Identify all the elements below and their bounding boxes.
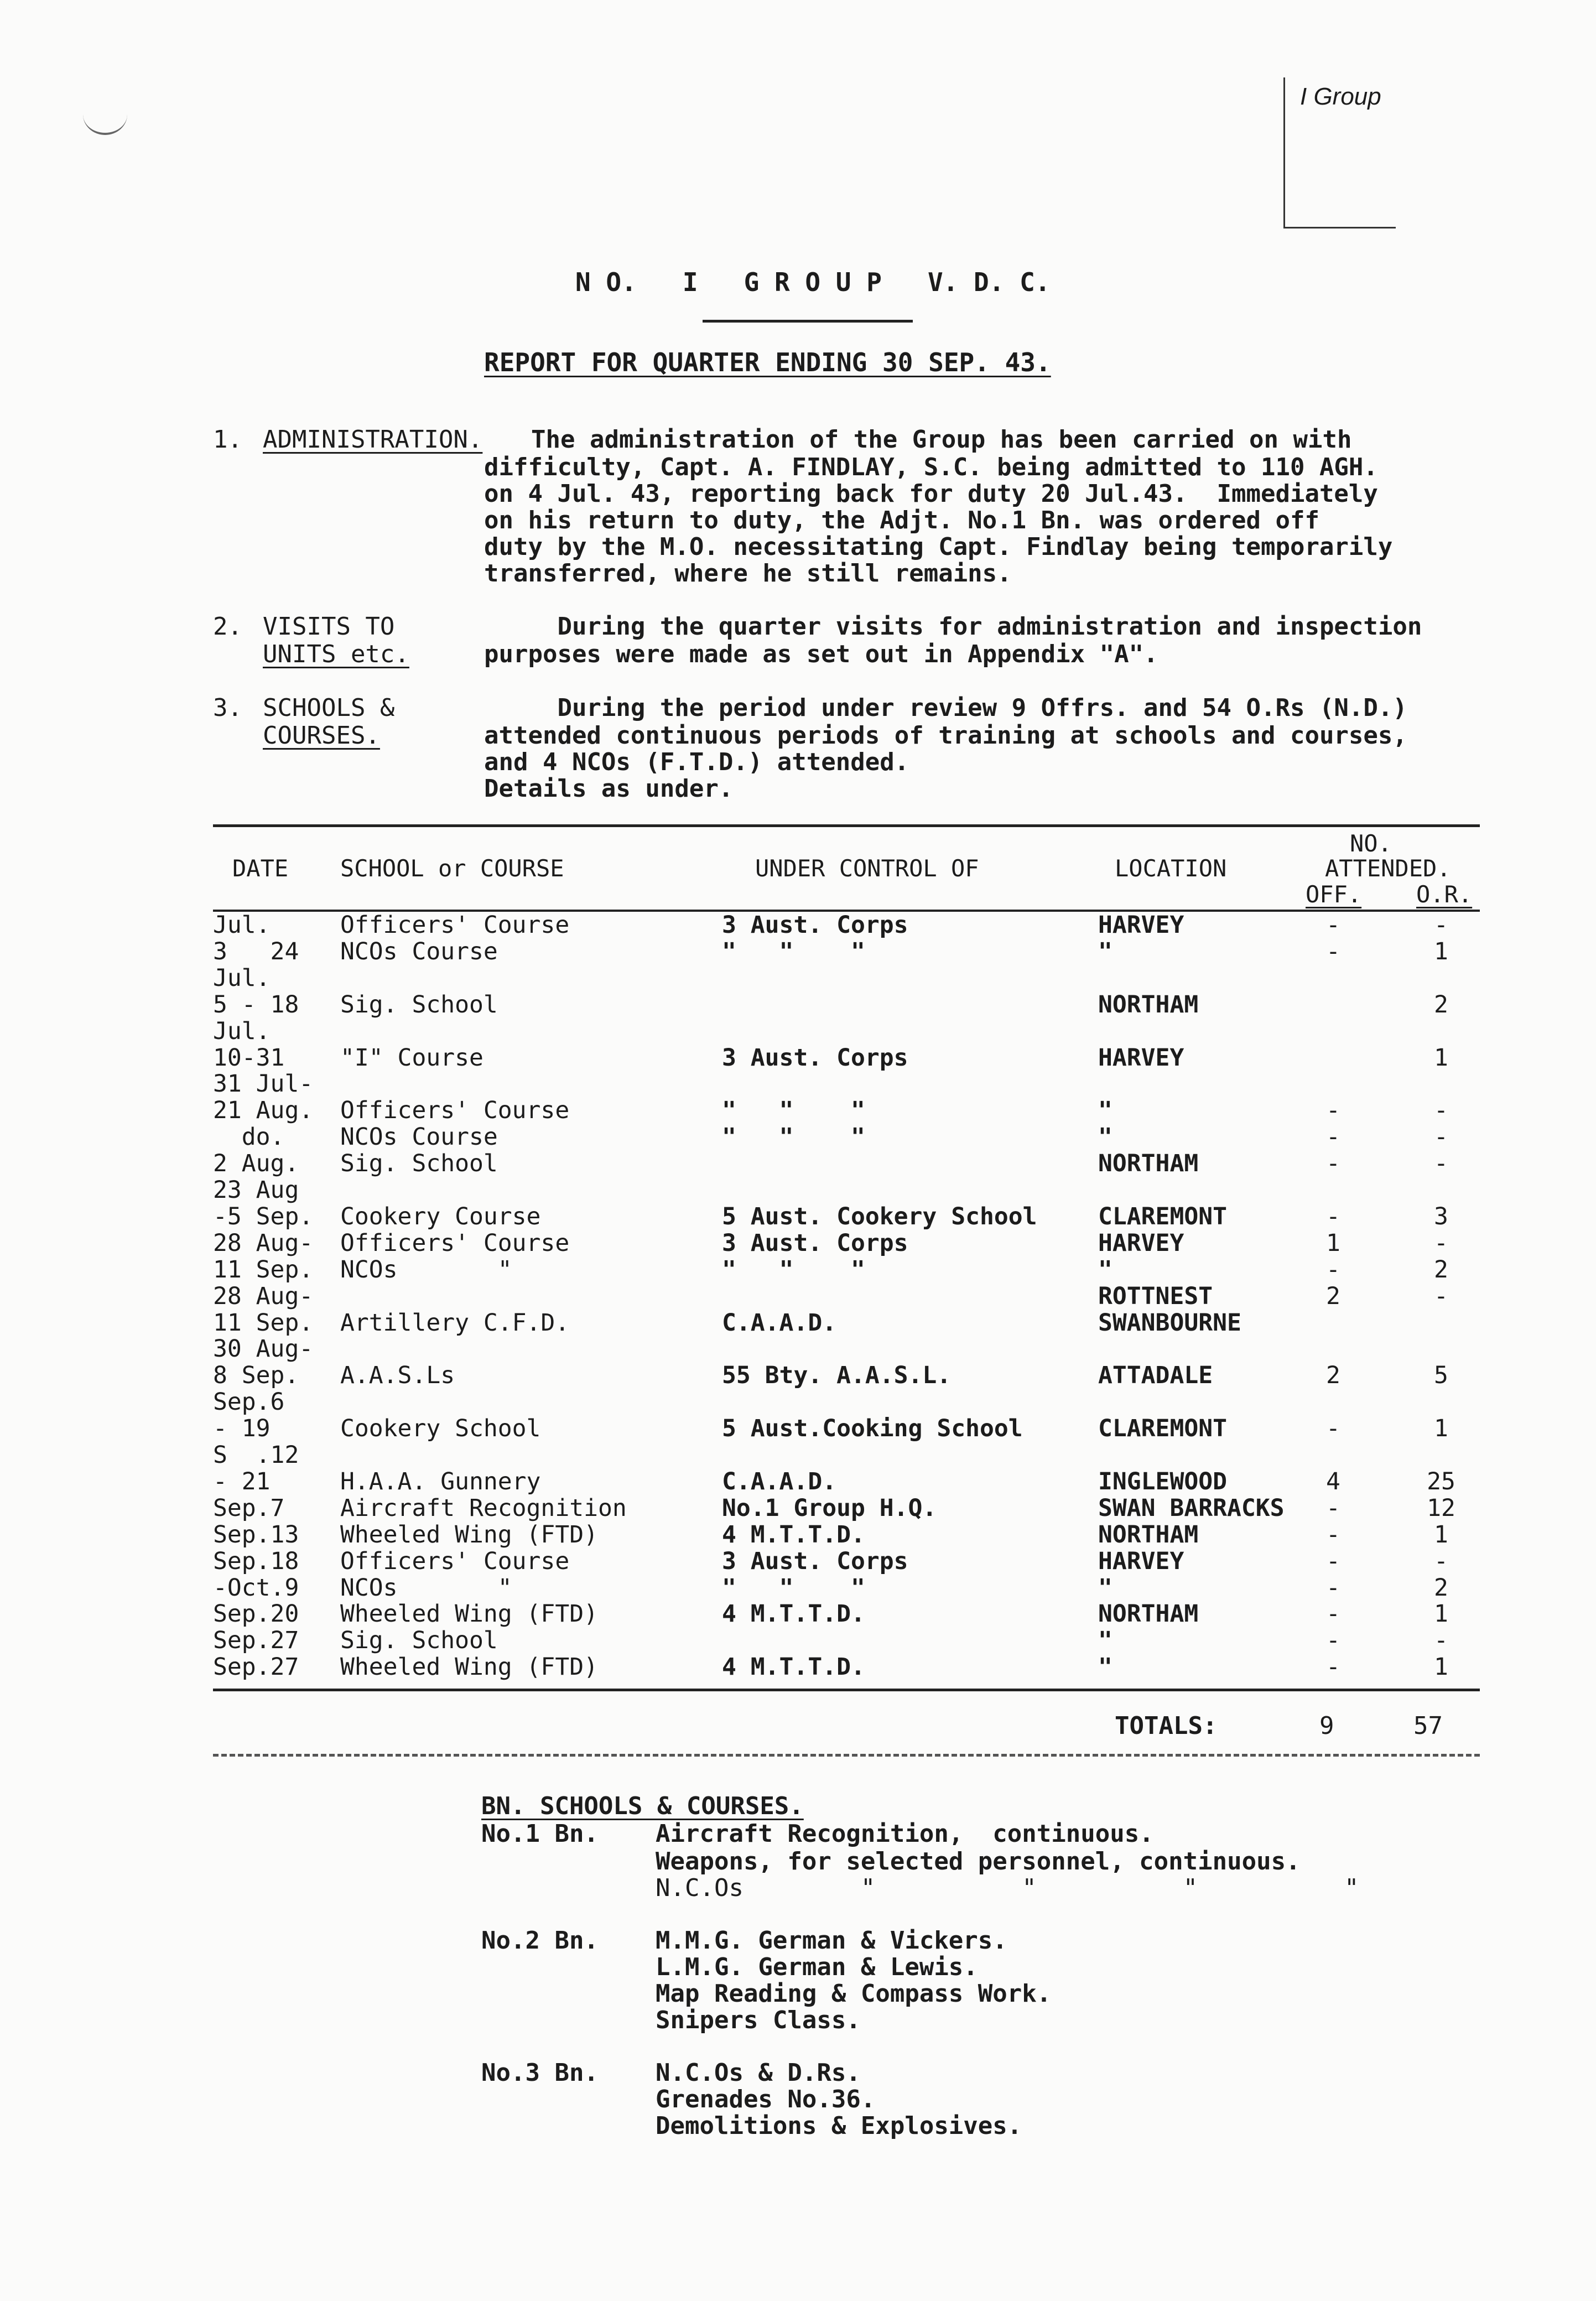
table-row <box>0 912 1596 938</box>
document-title: N O. I G R O U P V. D. C. <box>575 267 1051 297</box>
off-cell: - <box>1326 1600 1340 1628</box>
header-school: SCHOOL or COURSE <box>340 855 564 882</box>
off-cell: 4 <box>1326 1467 1340 1495</box>
school-cell: Officers' Course <box>340 911 570 939</box>
school-cell: Sig. School <box>340 1627 498 1655</box>
date-cell: -Oct.9 <box>213 1573 299 1602</box>
section-2-line: purposes were made as set out in Appendix "A". <box>484 640 1158 668</box>
date-cell: 28 Aug- <box>213 1282 314 1310</box>
or-cell: 2 <box>1434 1573 1448 1602</box>
off-cell: 1 <box>1326 1229 1340 1257</box>
section-1-line: The administration of the Group has been carried on with <box>531 425 1352 454</box>
control-cell: 4 M.T.T.D. <box>722 1600 865 1628</box>
school-cell: Officers' Course <box>340 1229 570 1257</box>
school-cell: Wheeled Wing (FTD) <box>340 1653 598 1681</box>
location-cell: SWANBOURNE <box>1098 1308 1241 1337</box>
control-cell: 4 M.T.T.D. <box>722 1520 865 1549</box>
or-cell: - <box>1434 911 1448 939</box>
totals-or: 57 <box>1413 1712 1443 1740</box>
or-cell: 1 <box>1434 1600 1448 1628</box>
date-cell: Sep.13 <box>213 1520 299 1549</box>
control-cell: 3 Aust. Corps <box>722 911 908 939</box>
date-cell: Sep.20 <box>213 1600 299 1628</box>
control-cell: C.A.A.D. <box>722 1467 837 1495</box>
bn-3-item: Grenades No.36. <box>656 2085 876 2113</box>
table-row <box>0 1521 1596 1548</box>
or-cell: 2 <box>1434 1255 1448 1284</box>
title-divider <box>703 320 913 323</box>
off-cell: - <box>1326 1573 1340 1602</box>
or-cell: - <box>1434 1282 1448 1310</box>
school-cell: Wheeled Wing (FTD) <box>340 1520 598 1549</box>
date-cell: Jul. <box>213 964 271 992</box>
off-cell: - <box>1326 1097 1340 1125</box>
location-cell: ATTADALE <box>1098 1362 1213 1390</box>
control-cell: 55 Bty. A.A.S.L. <box>722 1362 952 1390</box>
control-cell: " " " <box>722 1573 865 1602</box>
location-cell: HARVEY <box>1098 1043 1184 1072</box>
bn-1-item: Weapons, for selected personnel, continuous. <box>656 1847 1301 1876</box>
section-3-heading: COURSES. <box>263 721 380 750</box>
or-cell: 12 <box>1427 1494 1455 1522</box>
date-cell: 31 Jul- <box>213 1070 314 1098</box>
location-cell: NORTHAM <box>1098 1150 1199 1178</box>
table-row <box>0 1495 1596 1521</box>
section-3-line: and 4 NCOs (F.T.D.) attended. <box>484 748 909 776</box>
table-row <box>0 1124 1596 1150</box>
table-row <box>0 1071 1596 1097</box>
header-off: OFF. <box>1306 881 1362 908</box>
location-cell: INGLEWOOD <box>1098 1467 1227 1495</box>
control-cell: " " " <box>722 1255 865 1284</box>
bn-2-item: M.M.G. German & Vickers. <box>656 1926 1007 1955</box>
off-cell: - <box>1326 1123 1340 1151</box>
date-cell: 10-31 <box>213 1043 285 1072</box>
location-cell: HARVEY <box>1098 911 1184 939</box>
date-cell: do. <box>213 1123 285 1151</box>
section-3-line: Details as under. <box>484 775 734 803</box>
off-cell: - <box>1326 1547 1340 1575</box>
section-2-number: 2. <box>213 612 242 641</box>
date-cell: 3 24 <box>213 937 299 965</box>
control-cell: 5 Aust. Cookery School <box>722 1202 1037 1230</box>
table-row <box>0 1018 1596 1045</box>
school-cell: Cookery Course <box>340 1202 541 1230</box>
or-cell: 1 <box>1434 937 1448 965</box>
school-cell: Officers' Course <box>340 1097 570 1125</box>
section-1-line: transferred, where he still remains. <box>484 559 1012 588</box>
or-cell: 25 <box>1427 1467 1455 1495</box>
date-cell: 2 Aug. <box>213 1150 299 1178</box>
date-cell: 8 Sep. <box>213 1362 299 1390</box>
table-row <box>0 1336 1596 1362</box>
header-control: UNDER CONTROL OF <box>755 855 979 882</box>
header-location: LOCATION <box>1115 855 1227 882</box>
section-1-line: on his return to duty, the Adjt. No.1 Bn. was ordered off <box>484 506 1319 534</box>
section-1-line: duty by the M.O. necessitating Capt. Findlay being temporarily <box>484 533 1393 561</box>
control-cell: " " " <box>722 1123 865 1151</box>
table-row <box>0 1177 1596 1203</box>
table-row <box>0 1283 1596 1310</box>
school-cell: A.A.S.Ls <box>340 1362 455 1390</box>
section-3-heading: SCHOOLS & <box>263 694 395 722</box>
off-cell: - <box>1326 911 1340 939</box>
location-cell: " <box>1098 1255 1112 1284</box>
date-cell: - 21 <box>213 1467 271 1495</box>
header-or: O.R. <box>1416 881 1473 908</box>
location-cell: " <box>1098 1573 1112 1602</box>
bn-2-item: Snipers Class. <box>656 2006 861 2034</box>
control-cell: 4 M.T.T.D. <box>722 1653 865 1681</box>
section-1-line: difficulty, Capt. A. FINDLAY, S.C. being admitted to 110 AGH. <box>484 453 1378 481</box>
school-cell: Sig. School <box>340 990 498 1019</box>
table-row <box>0 1442 1596 1468</box>
report-subtitle: REPORT FOR QUARTER ENDING 30 SEP. 43. <box>484 347 1051 377</box>
or-cell: 1 <box>1434 1043 1448 1072</box>
date-cell: S .12 <box>213 1441 299 1469</box>
or-cell: 1 <box>1434 1415 1448 1443</box>
control-cell: No.1 Group H.Q. <box>722 1494 937 1522</box>
bn-3-item: N.C.Os & D.Rs. <box>656 2059 861 2087</box>
date-cell: -5 Sep. <box>213 1202 314 1230</box>
school-cell: NCOs Course <box>340 1123 498 1151</box>
date-cell: 21 Aug. <box>213 1097 314 1125</box>
bn-2-label: No.2 Bn. <box>481 1926 599 1955</box>
or-cell: 1 <box>1434 1520 1448 1549</box>
bn-1-item: N.C.Os " " " " <box>656 1874 1359 1902</box>
date-cell: Jul. <box>213 911 271 939</box>
section-1-heading: ADMINISTRATION. <box>263 425 483 454</box>
table-row <box>0 1601 1596 1627</box>
bn-schools-heading: BN. SCHOOLS & COURSES. <box>481 1792 804 1820</box>
location-cell: HARVEY <box>1098 1547 1184 1575</box>
school-cell: Officers' Course <box>340 1547 570 1575</box>
header-no: NO. <box>1350 830 1392 857</box>
date-cell: 11 Sep. <box>213 1308 314 1337</box>
bn-3-label: No.3 Bn. <box>481 2059 599 2087</box>
location-cell: NORTHAM <box>1098 990 1199 1019</box>
control-cell: 3 Aust. Corps <box>722 1547 908 1575</box>
table-row <box>0 1548 1596 1575</box>
location-cell: CLAREMONT <box>1098 1202 1227 1230</box>
date-cell: 30 Aug- <box>213 1335 314 1363</box>
section-2-heading: UNITS etc. <box>263 640 409 668</box>
bn-2-item: Map Reading & Compass Work. <box>656 1980 1052 2008</box>
school-cell: Aircraft Recognition <box>340 1494 627 1522</box>
table-row <box>0 1310 1596 1336</box>
location-cell: HARVEY <box>1098 1229 1184 1257</box>
date-cell: Sep.6 <box>213 1388 285 1416</box>
location-cell: NORTHAM <box>1098 1520 1199 1549</box>
table-row <box>0 1575 1596 1601</box>
location-cell: NORTHAM <box>1098 1600 1199 1628</box>
totals-off: 9 <box>1319 1712 1334 1740</box>
date-cell: - 19 <box>213 1415 271 1443</box>
table-row <box>0 1097 1596 1124</box>
or-cell: - <box>1434 1547 1448 1575</box>
off-cell: - <box>1326 1494 1340 1522</box>
header-attended: ATTENDED. <box>1325 855 1451 882</box>
date-cell: Sep.27 <box>213 1653 299 1681</box>
off-cell: 2 <box>1326 1282 1340 1310</box>
location-cell: " <box>1098 1123 1112 1151</box>
location-cell: SWAN BARRACKS <box>1098 1494 1285 1522</box>
or-cell: 1 <box>1434 1653 1448 1681</box>
table-bottom-rule <box>213 1689 1480 1691</box>
table-row <box>0 1627 1596 1654</box>
or-cell: 5 <box>1434 1362 1448 1390</box>
or-cell: - <box>1434 1097 1448 1125</box>
control-cell: 3 Aust. Corps <box>722 1229 908 1257</box>
control-cell: 3 Aust. Corps <box>722 1043 908 1072</box>
location-cell: CLAREMONT <box>1098 1415 1227 1443</box>
off-cell: - <box>1326 1520 1340 1549</box>
location-cell: ROTTNEST <box>1098 1282 1213 1310</box>
or-cell: - <box>1434 1229 1448 1257</box>
date-cell: Jul. <box>213 1017 271 1045</box>
school-cell: "I" Course <box>340 1043 484 1072</box>
punch-hole-mark <box>83 94 127 135</box>
table-row <box>0 1045 1596 1071</box>
corner-stamp-label: I Group <box>1300 83 1381 110</box>
header-date: DATE <box>232 855 289 882</box>
table-row <box>0 938 1596 965</box>
off-cell: - <box>1326 1202 1340 1230</box>
table-row <box>0 1468 1596 1495</box>
section-3-line: attended continuous periods of training at schools and courses, <box>484 721 1407 750</box>
school-cell: NCOs " <box>340 1573 512 1602</box>
date-cell: 23 Aug <box>213 1176 299 1204</box>
school-cell: H.A.A. Gunnery <box>340 1467 541 1495</box>
off-cell: - <box>1326 1627 1340 1655</box>
table-row <box>0 965 1596 991</box>
table-row <box>0 1203 1596 1230</box>
off-cell: - <box>1326 1415 1340 1443</box>
section-1-number: 1. <box>213 425 242 454</box>
location-cell: " <box>1098 1653 1112 1681</box>
control-cell: 5 Aust.Cooking School <box>722 1415 1023 1443</box>
table-row <box>0 1256 1596 1283</box>
or-cell: 3 <box>1434 1202 1448 1230</box>
date-cell: 5 - 18 <box>213 990 299 1019</box>
control-cell: " " " <box>722 937 865 965</box>
table-row <box>0 1150 1596 1177</box>
school-cell: Artillery C.F.D. <box>340 1308 570 1337</box>
section-3-number: 3. <box>213 694 242 722</box>
bn-2-item: L.M.G. German & Lewis. <box>656 1953 978 1981</box>
or-cell: - <box>1434 1150 1448 1178</box>
section-2-heading: VISITS TO <box>263 612 395 641</box>
section-3-line: During the period under review 9 Offrs. and 54 O.Rs (N.D.) <box>484 694 1407 722</box>
table-top-rule <box>213 824 1480 827</box>
school-cell: NCOs Course <box>340 937 498 965</box>
bn-1-label: No.1 Bn. <box>481 1820 599 1848</box>
bn-1-item: Aircraft Recognition, continuous. <box>656 1820 1154 1848</box>
school-cell: NCOs " <box>340 1255 512 1284</box>
off-cell: - <box>1326 1653 1340 1681</box>
school-cell: Wheeled Wing (FTD) <box>340 1600 598 1628</box>
date-cell: Sep.7 <box>213 1494 285 1522</box>
location-cell: " <box>1098 1097 1112 1125</box>
off-cell: - <box>1326 1255 1340 1284</box>
table-row <box>0 1654 1596 1680</box>
table-row <box>0 1230 1596 1256</box>
table-row <box>0 1362 1596 1389</box>
location-cell: " <box>1098 937 1112 965</box>
section-2-line: During the quarter visits for administration and inspection <box>484 612 1422 641</box>
date-cell: 28 Aug- <box>213 1229 314 1257</box>
off-cell: - <box>1326 1150 1340 1178</box>
table-row <box>0 1415 1596 1442</box>
date-cell: Sep.27 <box>213 1627 299 1655</box>
or-cell: - <box>1434 1627 1448 1655</box>
table-row <box>0 1389 1596 1415</box>
section-1-line: on 4 Jul. 43, reporting back for duty 20 Jul.43. Immediately <box>484 480 1378 508</box>
school-cell: Sig. School <box>340 1150 498 1178</box>
location-cell: " <box>1098 1627 1112 1655</box>
bn-3-item: Demolitions & Explosives. <box>656 2112 1022 2140</box>
control-cell: " " " <box>722 1097 865 1125</box>
totals-label: TOTALS: <box>1115 1712 1218 1740</box>
date-cell: 11 Sep. <box>213 1255 314 1284</box>
date-cell: Sep.18 <box>213 1547 299 1575</box>
off-cell: 2 <box>1326 1362 1340 1390</box>
or-cell: 2 <box>1434 990 1448 1019</box>
or-cell: - <box>1434 1123 1448 1151</box>
school-cell: Cookery School <box>340 1415 541 1443</box>
off-cell: - <box>1326 937 1340 965</box>
table-row <box>0 991 1596 1018</box>
dashed-divider <box>213 1754 1480 1757</box>
control-cell: C.A.A.D. <box>722 1308 837 1337</box>
